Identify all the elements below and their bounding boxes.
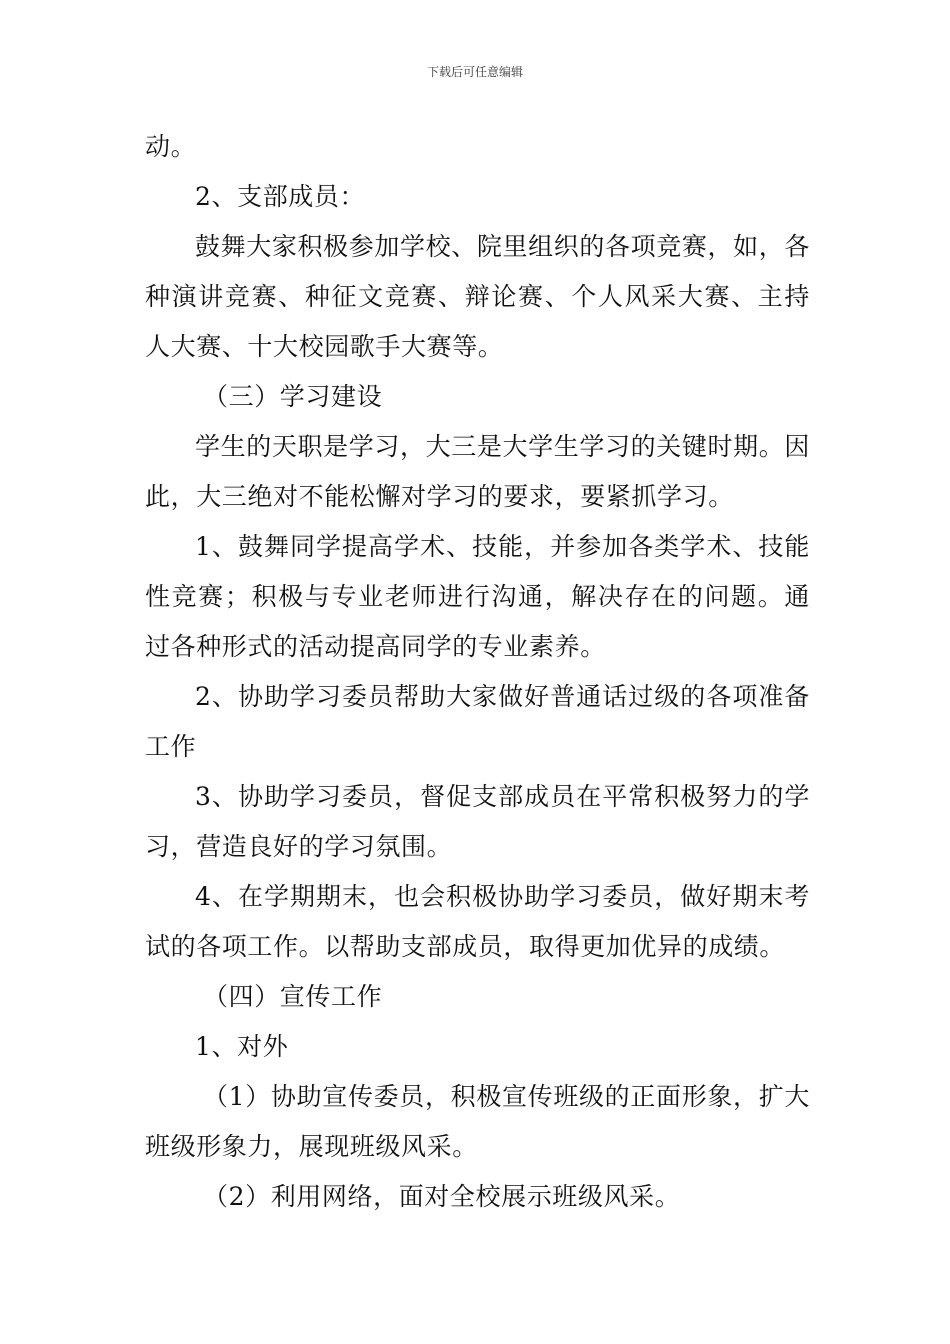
section-heading-publicity: （四）宣传工作	[203, 982, 383, 1011]
paragraph-study-intro: 学生的天职是学习，大三是大学生学习的关键时期。因此，大三绝对不能松懈对学习的要求，要紧抓学习。	[145, 432, 810, 511]
paragraph-study-item-3: 3、协助学习委员，督促支部成员在平常积极努力的学习，营造良好的学习氛围。	[145, 782, 810, 861]
paragraph-study-item-2: 2、协助学习委员帮助大家做好普通话过级的各项准备工作	[145, 682, 810, 761]
page-header: 下载后可任意编辑	[426, 65, 523, 79]
section-heading-study: （三）学习建设	[203, 382, 383, 411]
paragraph-publicity-item-1: （1）协助宣传委员，积极宣传班级的正面形象，扩大班级形象力，展现班级风采。	[145, 1082, 810, 1161]
paragraph-external-heading: 1、对外	[195, 1032, 289, 1061]
paragraph-continuation: 动。	[145, 132, 197, 161]
paragraph-publicity-item-2: （2）利用网络，面对全校展示班级风采。	[203, 1182, 681, 1211]
paragraph-branch-members-heading: 2、支部成员：	[195, 182, 366, 211]
paragraph-competitions: 鼓舞大家积极参加学校、院里组织的各项竞赛，如，各种演讲竞赛、种征文竞赛、辩论赛、个人风采大赛、主持人大赛、十大校园歌手大赛等。	[145, 232, 810, 361]
paragraph-study-item-4: 4、在学期期末，也会积极协助学习委员，做好期末考试的各项工作。以帮助支部成员，取得更加优异的成绩。	[145, 882, 810, 961]
paragraph-study-item-1: 1、鼓舞同学提高学术、技能，并参加各类学术、技能性竞赛；积极与专业老师进行沟通，解决存在的问题。通过各种形式的活动提高同学的专业素养。	[145, 532, 810, 661]
document-body	[145, 122, 810, 1222]
